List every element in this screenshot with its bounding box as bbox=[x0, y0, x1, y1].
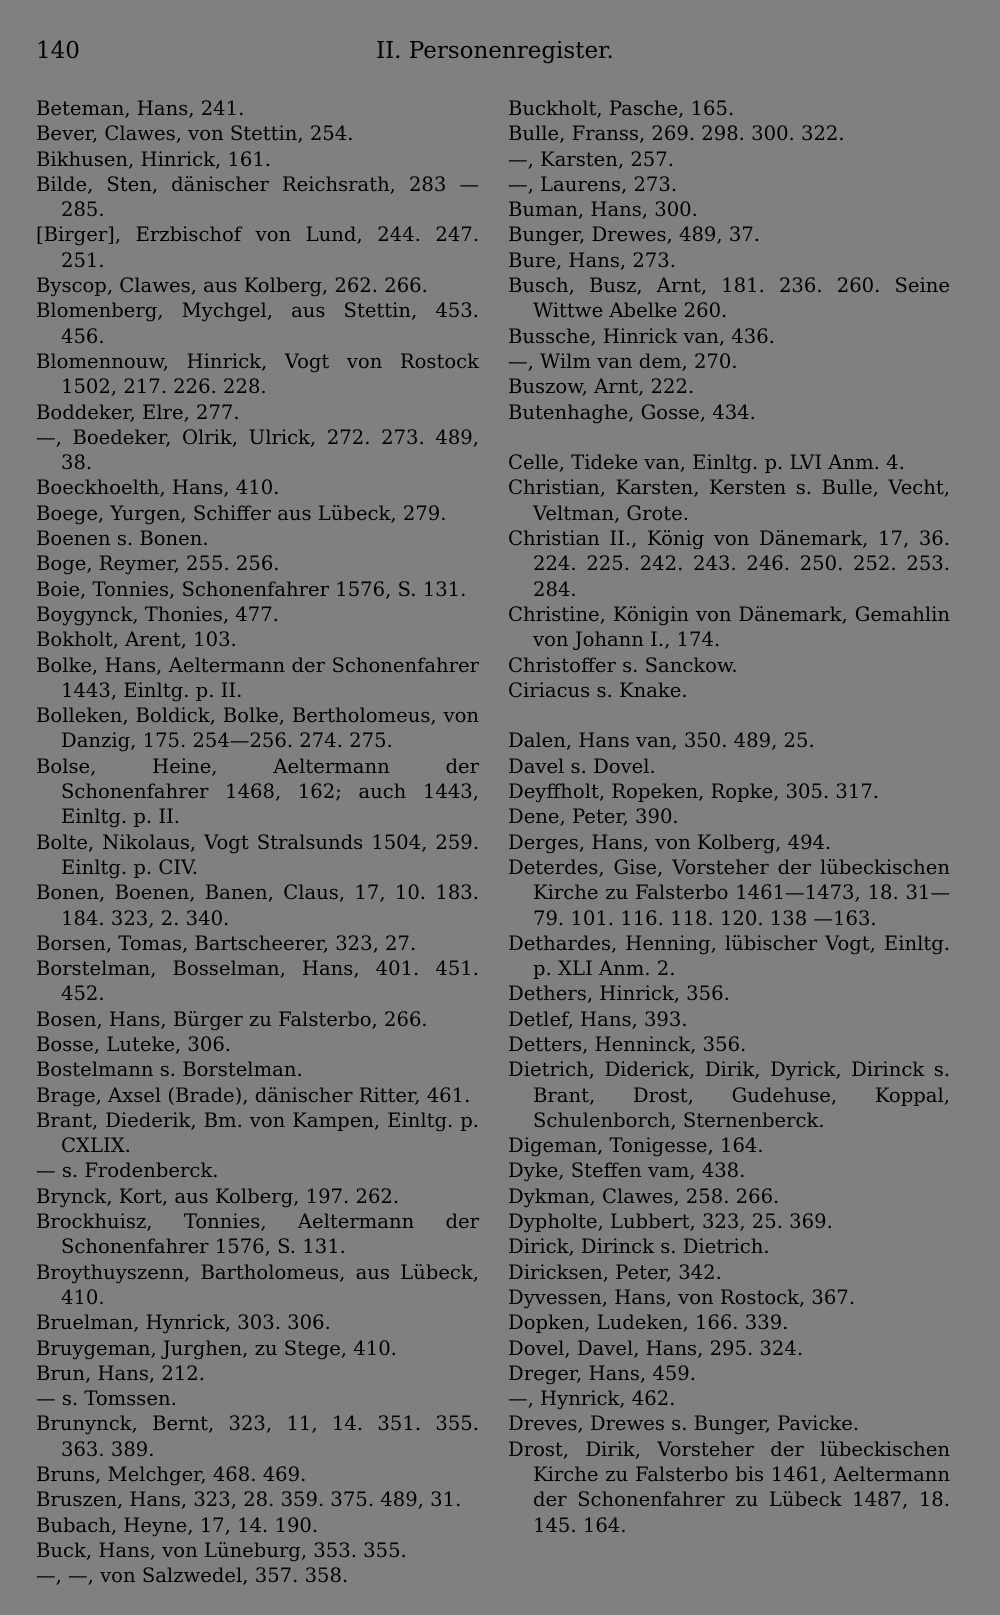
index-entry: Dethardes, Henning, lübischer Vogt, Einltg. p. XLI Anm. 2. bbox=[508, 931, 950, 981]
index-entry: Bolte, Nikolaus, Vogt Stralsunds 1504, 259. Einltg. p. CIV. bbox=[36, 830, 479, 879]
index-entry: Bruszen, Hans, 323, 28. 359. 375. 489, 31. bbox=[36, 1488, 462, 1512]
index-entry: Christine, Königin von Dänemark, Gemahlin von Johann I., 174. bbox=[508, 602, 950, 652]
index-entry: Byscop, Clawes, aus Kolberg, 262. 266. bbox=[36, 274, 428, 298]
section-gap bbox=[508, 425, 950, 450]
index-entry: Detlef, Hans, 393. bbox=[508, 1007, 688, 1031]
right-column bbox=[508, 96, 950, 1538]
index-entry: —, Wilm van dem, 270. bbox=[508, 349, 738, 373]
index-entry: Bikhusen, Hinrick, 161. bbox=[36, 147, 272, 171]
index-entry: Dirick, Dirinck s. Dietrich. bbox=[508, 1235, 770, 1259]
index-entry: Digeman, Tonigesse, 164. bbox=[508, 1134, 764, 1158]
index-entry: Bolse, Heine, Aeltermann der Schonenfahrer 1468, 162; auch 1443, Einltg. p. II. bbox=[36, 754, 479, 829]
index-entry: Buckholt, Pasche, 165. bbox=[508, 97, 735, 120]
index-entry: Boygynck, Thonies, 477. bbox=[36, 602, 279, 626]
index-entry: —, —, von Salzwedel, 357. 358. bbox=[36, 1564, 349, 1588]
index-entry: Bolleken, Boldick, Bolke, Bertholomeus, von Danzig, 175. 254—256. 274. 275. bbox=[36, 704, 479, 753]
index-entry: Bruelman, Hynrick, 303. 306. bbox=[36, 1311, 331, 1335]
section-gap bbox=[508, 703, 950, 728]
index-entry: Bolke, Hans, Aeltermann der Schonenfahrer 1443, Einltg. p. II. bbox=[36, 653, 479, 702]
index-entry: Boeckhoelth, Hans, 410. bbox=[36, 476, 280, 500]
index-entry: Deterdes, Gise, Vorsteher der lübeckischen Kirche zu Falsterbo 1461—1473, 18. 31—79. 101. 116. 118. 120. 138 —163. bbox=[508, 855, 950, 930]
index-entry: Christian, Karsten, Kersten s. Bulle, Vecht, Veltman, Grote. bbox=[508, 476, 950, 525]
index-entry: Celle, Tideke van, Einltg. p. LVI Anm. 4. bbox=[508, 451, 905, 475]
index-entry: Brunynck, Bernt, 323, 11, 14. 351. 355. 363. 389. bbox=[36, 1412, 479, 1461]
index-entry: Bunger, Drewes, 489, 37. bbox=[508, 223, 761, 247]
index-entry: —, Hynrick, 462. bbox=[508, 1387, 676, 1411]
index-entry: Boenen s. Bonen. bbox=[36, 527, 209, 551]
index-entry: Dyke, Steffen vam, 438. bbox=[508, 1159, 746, 1183]
index-entry: Buman, Hans, 300. bbox=[508, 198, 698, 222]
index-entry: Blomenberg, Mychgel, aus Stettin, 453. 456. bbox=[36, 299, 479, 348]
index-entry: Boge, Reymer, 255. 256. bbox=[36, 552, 280, 576]
index-entry: Brant, Diederik, Bm. von Kampen, Einltg. p. CXLIX. bbox=[36, 1108, 479, 1158]
index-entry: Derges, Hans, von Kolberg, 494. bbox=[508, 830, 832, 854]
index-entry: — s. Tomssen. bbox=[36, 1387, 177, 1411]
index-entry: Drost, Dirik, Vorsteher der lübeckischen Kirche zu Falsterbo bis 1461, Aeltermann der Schonenfahrer zu Lübeck 1487, 18. 145. 164. bbox=[508, 1437, 950, 1537]
index-entry: Bosse, Luteke, 306. bbox=[36, 1032, 232, 1056]
index-entry: Broythuyszenn, Bartholomeus, aus Lübeck, 410. bbox=[36, 1260, 479, 1309]
index-entry: Dopken, Ludeken, 166. 339. bbox=[508, 1311, 789, 1335]
index-entry: Boege, Yurgen, Schiffer aus Lübeck, 279. bbox=[36, 501, 447, 525]
index-entry: Bonen, Boenen, Banen, Claus, 17, 10. 183. 184. 323, 2. 340. bbox=[36, 881, 479, 930]
page-title: II. Personenregister. bbox=[376, 38, 614, 64]
index-entry: Bubach, Heyne, 17, 14. 190. bbox=[36, 1513, 319, 1537]
index-entry: Dyvessen, Hans, von Rostock, 367. bbox=[508, 1285, 856, 1309]
index-entry: Bussche, Hinrick van, 436. bbox=[508, 324, 775, 348]
index-entry: Brun, Hans, 212. bbox=[36, 1361, 205, 1385]
index-entry: —, Laurens, 273. bbox=[508, 172, 678, 196]
left-column bbox=[36, 96, 479, 1589]
index-entry: Dykman, Clawes, 258. 266. bbox=[508, 1184, 780, 1208]
index-entry: Dovel, Davel, Hans, 295. 324. bbox=[508, 1336, 804, 1360]
index-entry: [Birger], Erzbischof von Lund, 244. 247. 251. bbox=[36, 223, 479, 272]
index-entry: Borsen, Tomas, Bartscheerer, 323, 27. bbox=[36, 931, 417, 955]
index-entry: Christian II., König von Dänemark, 17, 36. 224. 225. 242. 243. 246. 250. 252. 253. 284. bbox=[508, 527, 950, 601]
index-entry: Dypholte, Lubbert, 323, 25. 369. bbox=[508, 1210, 833, 1234]
index-entry: Boddeker, Elre, 277. bbox=[36, 400, 240, 424]
index-entry: Bever, Clawes, von Stettin, 254. bbox=[36, 122, 354, 146]
index-entry: Bilde, Sten, dänischer Reichsrath, 283 —285. bbox=[36, 172, 479, 222]
index-entry: Brockhuisz, Tonnies, Aeltermann der Schonenfahrer 1576, S. 131. bbox=[36, 1210, 479, 1259]
index-entry: Bokholt, Arent, 103. bbox=[36, 628, 237, 652]
index-entry: Christoffer s. Sanckow. bbox=[508, 653, 738, 677]
index-entry: Davel s. Dovel. bbox=[508, 754, 656, 778]
index-entry: Brynck, Kort, aus Kolberg, 197. 262. bbox=[36, 1184, 400, 1208]
index-entry: Bulle, Franss, 269. 298. 300. 322. bbox=[508, 122, 845, 146]
index-entry: Dreger, Hans, 459. bbox=[508, 1361, 697, 1385]
index-entry: Bostelmann s. Borstelman. bbox=[36, 1058, 303, 1082]
index-entry: Buszow, Arnt, 222. bbox=[508, 375, 695, 399]
index-entry: Blomennouw, Hinrick, Vogt von Rostock 1502, 217. 226. 228. bbox=[36, 349, 479, 399]
index-entry: Borstelman, Bosselman, Hans, 401. 451. 452. bbox=[36, 957, 479, 1006]
index-entry: Brage, Axsel (Brade), dänischer Ritter, 461. bbox=[36, 1083, 471, 1107]
index-entry: Dalen, Hans van, 350. 489, 25. bbox=[508, 729, 815, 753]
index-entry: Bruygeman, Jurghen, zu Stege, 410. bbox=[36, 1336, 397, 1360]
index-entry: Dethers, Hinrick, 356. bbox=[508, 982, 730, 1006]
index-entry: Dietrich, Diderick, Dirik, Dyrick, Dirinck s. Brant, Drost, Gudehuse, Koppal, Schulenborch, Sternenberck. bbox=[508, 1058, 950, 1132]
index-entry: —, Boedeker, Olrik, Ulrick, 272. 273. 489, 38. bbox=[36, 425, 479, 475]
index-entry: Detters, Henninck, 356. bbox=[508, 1032, 747, 1056]
page-number: 140 bbox=[36, 38, 80, 64]
index-entry: Bruns, Melchger, 468. 469. bbox=[36, 1463, 307, 1487]
index-entry: Boie, Tonnies, Schonenfahrer 1576, S. 131. bbox=[36, 577, 467, 601]
index-entry: Dene, Peter, 390. bbox=[508, 805, 679, 829]
index-entry: Dreves, Drewes s. Bunger, Pavicke. bbox=[508, 1412, 860, 1436]
index-entry: Bosen, Hans, Bürger zu Falsterbo, 266. bbox=[36, 1007, 428, 1031]
index-entry: Deyffholt, Ropeken, Ropke, 305. 317. bbox=[508, 780, 880, 804]
index-entry: Ciriacus s. Knake. bbox=[508, 678, 688, 702]
index-entry: Bure, Hans, 273. bbox=[508, 248, 676, 272]
index-entry: Beteman, Hans, 241. bbox=[36, 97, 245, 120]
index-entry: —, Karsten, 257. bbox=[508, 147, 674, 171]
index-entry: — s. Frodenberck. bbox=[36, 1159, 219, 1183]
index-entry: Diricksen, Peter, 342. bbox=[508, 1260, 722, 1284]
index-entry: Butenhaghe, Gosse, 434. bbox=[508, 400, 756, 424]
index-entry: Buck, Hans, von Lüneburg, 353. 355. bbox=[36, 1538, 407, 1562]
page-header bbox=[36, 38, 960, 74]
index-entry: Busch, Busz, Arnt, 181. 236. 260. Seine Wittwe Abelke 260. bbox=[508, 274, 950, 323]
